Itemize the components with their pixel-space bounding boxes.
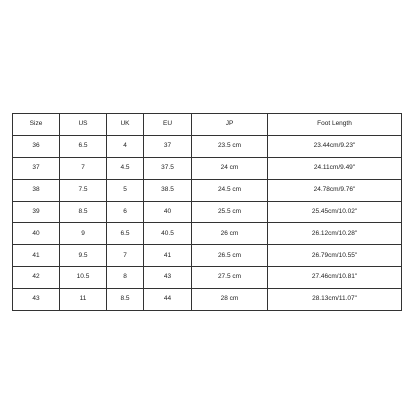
cell-size: 37 bbox=[13, 157, 60, 179]
cell-eu: 41 bbox=[144, 245, 192, 267]
table-row bbox=[13, 289, 402, 311]
cell-size: 36 bbox=[13, 135, 60, 157]
cell-eu: 40 bbox=[144, 201, 192, 223]
column-header-us: US bbox=[60, 114, 107, 136]
cell-us: 11 bbox=[60, 289, 107, 311]
cell-us: 7 bbox=[60, 157, 107, 179]
table-row bbox=[13, 157, 402, 179]
cell-us: 9 bbox=[60, 223, 107, 245]
cell-uk: 4 bbox=[107, 135, 144, 157]
cell-size: 41 bbox=[13, 245, 60, 267]
cell-jp: 26.5 cm bbox=[192, 245, 268, 267]
table-row bbox=[13, 135, 402, 157]
column-header-jp: JP bbox=[192, 114, 268, 136]
cell-foot-length: 24.78cm/9.76" bbox=[268, 179, 402, 201]
cell-us: 7.5 bbox=[60, 179, 107, 201]
cell-size: 40 bbox=[13, 223, 60, 245]
cell-foot-length: 28.13cm/11.07" bbox=[268, 289, 402, 311]
cell-size: 38 bbox=[13, 179, 60, 201]
cell-us: 6.5 bbox=[60, 135, 107, 157]
cell-jp: 25.5 cm bbox=[192, 201, 268, 223]
cell-uk: 4.5 bbox=[107, 157, 144, 179]
cell-jp: 23.5 cm bbox=[192, 135, 268, 157]
column-header-uk: UK bbox=[107, 114, 144, 136]
cell-eu: 38.5 bbox=[144, 179, 192, 201]
cell-eu: 37 bbox=[144, 135, 192, 157]
cell-uk: 8.5 bbox=[107, 289, 144, 311]
table-row bbox=[13, 201, 402, 223]
table-body bbox=[13, 135, 402, 310]
cell-size: 42 bbox=[13, 267, 60, 289]
cell-us: 9.5 bbox=[60, 245, 107, 267]
cell-jp: 27.5 cm bbox=[192, 267, 268, 289]
cell-eu: 37.5 bbox=[144, 157, 192, 179]
cell-size: 43 bbox=[13, 289, 60, 311]
table-row bbox=[13, 245, 402, 267]
size-chart-table bbox=[12, 113, 402, 311]
table-header bbox=[13, 114, 402, 136]
cell-foot-length: 26.79cm/10.55" bbox=[268, 245, 402, 267]
cell-foot-length: 26.12cm/10.28" bbox=[268, 223, 402, 245]
cell-foot-length: 27.46cm/10.81" bbox=[268, 267, 402, 289]
cell-uk: 5 bbox=[107, 179, 144, 201]
cell-foot-length: 25.45cm/10.02" bbox=[268, 201, 402, 223]
cell-jp: 24.5 cm bbox=[192, 179, 268, 201]
column-header-eu: EU bbox=[144, 114, 192, 136]
cell-uk: 6 bbox=[107, 201, 144, 223]
table-row bbox=[13, 223, 402, 245]
cell-jp: 26 cm bbox=[192, 223, 268, 245]
table-row bbox=[13, 179, 402, 201]
table-row bbox=[13, 267, 402, 289]
cell-uk: 6.5 bbox=[107, 223, 144, 245]
cell-uk: 7 bbox=[107, 245, 144, 267]
header-row bbox=[13, 114, 402, 136]
cell-us: 10.5 bbox=[60, 267, 107, 289]
cell-uk: 8 bbox=[107, 267, 144, 289]
column-header-foot-length: Foot Length bbox=[268, 114, 402, 136]
cell-eu: 43 bbox=[144, 267, 192, 289]
cell-size: 39 bbox=[13, 201, 60, 223]
cell-eu: 40.5 bbox=[144, 223, 192, 245]
column-header-size: Size bbox=[13, 114, 60, 136]
cell-jp: 24 cm bbox=[192, 157, 268, 179]
cell-eu: 44 bbox=[144, 289, 192, 311]
cell-foot-length: 24.11cm/9.49" bbox=[268, 157, 402, 179]
cell-foot-length: 23.44cm/9.23" bbox=[268, 135, 402, 157]
cell-jp: 28 cm bbox=[192, 289, 268, 311]
cell-us: 8.5 bbox=[60, 201, 107, 223]
